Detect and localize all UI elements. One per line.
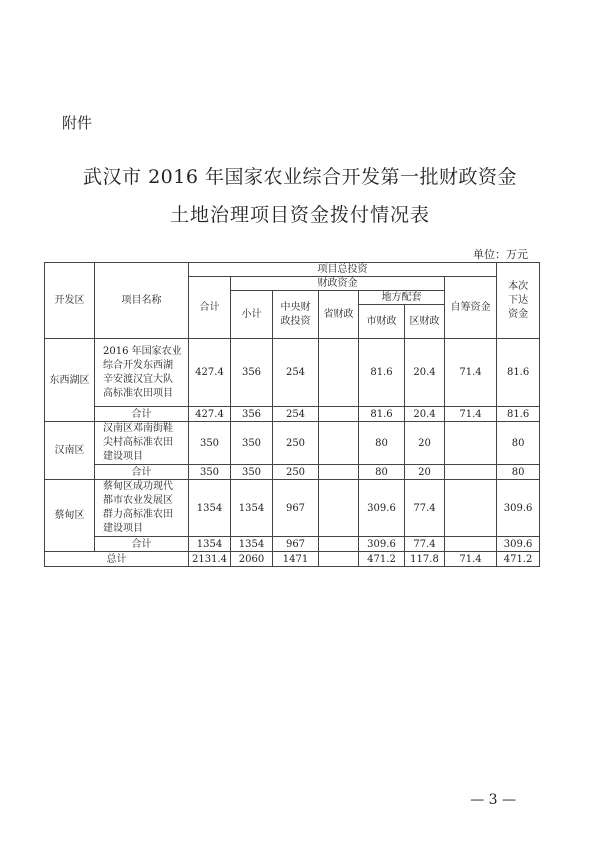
provincial-cell: [319, 552, 359, 567]
total-cell: 350: [189, 465, 231, 480]
district-fiscal-cell: 117.8: [405, 552, 445, 567]
district-cell: 汉南区: [45, 422, 95, 480]
district-fiscal-cell: 20: [405, 422, 445, 465]
provincial-cell: [319, 480, 359, 537]
header-total: 合计: [189, 277, 231, 339]
page-title-line2: 土地治理项目资金拨付情况表: [169, 204, 430, 226]
header-fiscal-funds: 财政资金: [231, 277, 445, 291]
city-cell: 80: [359, 422, 405, 465]
total-cell: 350: [189, 422, 231, 465]
central-cell: 250: [273, 465, 319, 480]
central-cell: 967: [273, 480, 319, 537]
provincial-cell: [319, 422, 359, 465]
allocation-cell: 309.6: [497, 537, 540, 552]
city-cell: 80: [359, 465, 405, 480]
table-row: [45, 422, 540, 465]
total-cell: 427.4: [189, 407, 231, 422]
allocation-cell: 81.6: [497, 407, 540, 422]
self-raised-cell: [445, 422, 497, 465]
self-raised-cell: [445, 537, 497, 552]
subtotal-row: [45, 537, 540, 552]
header-self-raised: 自筹资金: [445, 277, 497, 339]
subtotal-cell: 1354: [231, 537, 273, 552]
subtotal-label: 合计: [95, 537, 189, 552]
total-cell: 1354: [189, 537, 231, 552]
header-local-match: 地方配套: [359, 291, 445, 305]
subtotal-label: 合计: [95, 465, 189, 480]
total-cell: 427.4: [189, 339, 231, 407]
header-central: 中央财政投资: [273, 291, 319, 339]
subtotal-cell: 1354: [231, 480, 273, 537]
project-name-cell: 蔡甸区成功现代都市农业发展区群力高标准农田建设项目: [95, 480, 189, 537]
central-cell: 254: [273, 407, 319, 422]
header-city-fiscal: 市财政: [359, 305, 405, 339]
grand-total-row: [45, 552, 540, 567]
table-row: [45, 480, 540, 537]
central-cell: 967: [273, 537, 319, 552]
project-name-cell: 2016 年国家农业综合开发东西湖辛安渡汉宜大队高标准农田项目: [95, 339, 189, 407]
central-cell: 1471: [273, 552, 319, 567]
self-raised-cell: [445, 465, 497, 480]
district-cell: 东西湖区: [45, 339, 95, 422]
district-fiscal-cell: 20.4: [405, 407, 445, 422]
city-cell: 309.6: [359, 480, 405, 537]
provincial-cell: [319, 339, 359, 407]
page-title-line1: 武汉市 2016 年国家农业综合开发第一批财政资金: [83, 166, 517, 188]
subtotal-cell: 356: [231, 407, 273, 422]
subtotal-cell: 350: [231, 465, 273, 480]
header-this-allocation: 本次下达资金: [497, 263, 540, 339]
total-cell: 2131.4: [189, 552, 231, 567]
district-cell: 蔡甸区: [45, 480, 95, 552]
self-raised-cell: 71.4: [445, 407, 497, 422]
city-cell: 81.6: [359, 407, 405, 422]
subtotal-cell: 2060: [231, 552, 273, 567]
central-cell: 254: [273, 339, 319, 407]
header-district-fiscal: 区财政: [405, 305, 445, 339]
allocation-cell: 81.6: [497, 339, 540, 407]
header-district: 开发区: [45, 263, 95, 339]
subtotal-cell: 350: [231, 422, 273, 465]
allocation-cell: 309.6: [497, 480, 540, 537]
district-fiscal-cell: 77.4: [405, 480, 445, 537]
attachment-label: 附件: [62, 114, 93, 132]
allocation-cell: 80: [497, 465, 540, 480]
header-subtotal: 小计: [231, 291, 273, 339]
total-cell: 1354: [189, 480, 231, 537]
self-raised-cell: [445, 480, 497, 537]
district-fiscal-cell: 20: [405, 465, 445, 480]
fund-allocation-table: [44, 262, 540, 567]
central-cell: 250: [273, 422, 319, 465]
grand-total-label: 总计: [45, 552, 189, 567]
subtotal-label: 合计: [95, 407, 189, 422]
subtotal-row: [45, 407, 540, 422]
header-total-investment: 项目总投资: [189, 263, 497, 277]
header-row-1: [45, 263, 540, 277]
provincial-cell: [319, 465, 359, 480]
self-raised-cell: 71.4: [445, 339, 497, 407]
city-cell: 471.2: [359, 552, 405, 567]
subtotal-cell: 356: [231, 339, 273, 407]
provincial-cell: [319, 407, 359, 422]
allocation-cell: 80: [497, 422, 540, 465]
header-project-name: 项目名称: [95, 263, 189, 339]
allocation-cell: 471.2: [497, 552, 540, 567]
page-number: — 3 —: [470, 792, 516, 808]
city-cell: 309.6: [359, 537, 405, 552]
unit-label: 单位：万元: [473, 248, 528, 261]
subtotal-row: [45, 465, 540, 480]
district-fiscal-cell: 20.4: [405, 339, 445, 407]
table-row: [45, 339, 540, 407]
district-fiscal-cell: 77.4: [405, 537, 445, 552]
provincial-cell: [319, 537, 359, 552]
header-provincial: 省财政: [319, 291, 359, 339]
self-raised-cell: 71.4: [445, 552, 497, 567]
project-name-cell: 汉南区邓南街鞋尖村高标准农田建设项目: [95, 422, 189, 465]
city-cell: 81.6: [359, 339, 405, 407]
